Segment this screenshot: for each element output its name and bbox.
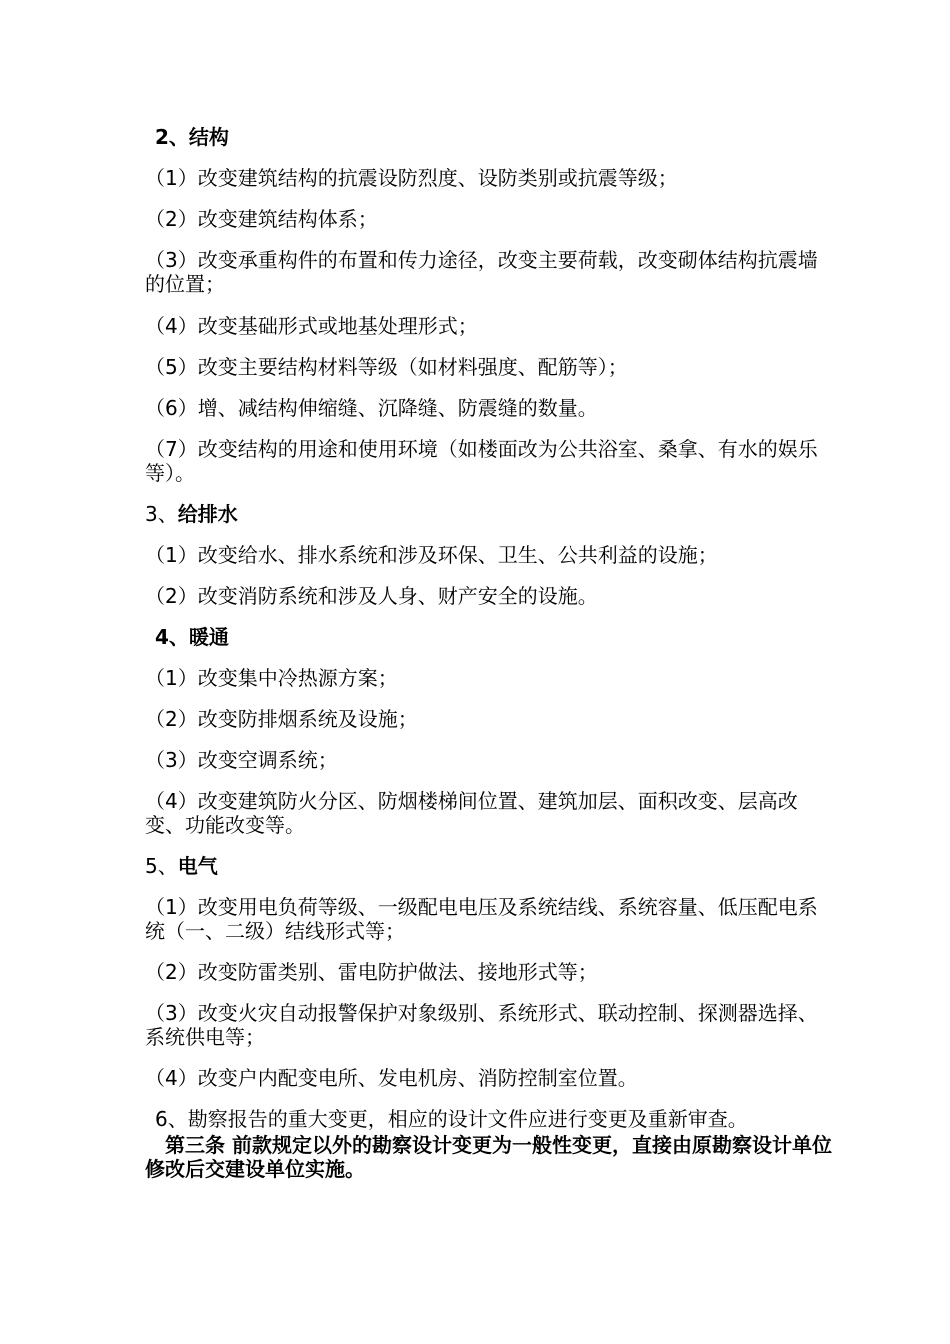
section-5-heading-number: 5、 [145,854,178,878]
section-3-item-2: （2）改变消防系统和涉及人身、财产安全的设施。 [145,584,598,608]
item-6-paragraph: 6、勘察报告的重大变更，相应的设计文件应进行变更及重新审查。 [155,1107,748,1131]
section-5-item-1: （1）改变用电负荷等级、一级配电电压及系统结线、系统容量、低压配电系统（一、二级）结线形式等； [145,895,818,943]
section-2-item-2: （2）改变建筑结构体系； [145,207,378,231]
section-2-item-6: （6）增、减结构伸缩缝、沉降缝、防震缝的数量。 [145,396,598,420]
section-5-heading [145,854,835,878]
section-2-heading: 2、结构 [155,125,229,149]
section-3-item-1: （1）改变给水、排水系统和涉及环保、卫生、公共利益的设施； [145,543,718,567]
section-3-heading-number: 3、 [145,502,178,526]
section-4-item-4: （4）改变建筑防火分区、防烟楼梯间位置、建筑加层、面积改变、层高改变、功能改变等。 [145,789,798,837]
section-2-item-7: （7）改变结构的用途和使用环境（如楼面改为公共浴室、桑拿、有水的娱乐等）。 [145,437,818,485]
section-2-item-1: （1）改变建筑结构的抗震设防烈度、设防类别或抗震等级； [145,166,678,190]
section-2-item-3: （3）改变承重构件的布置和传力途径，改变主要荷载，改变砌体结构抗震墙的位置； [145,248,818,296]
section-4-heading: 4、暖通 [155,625,229,649]
section-3-heading-text: 给排水 [177,502,238,526]
section-5-heading-text: 电气 [177,854,218,878]
section-5-item-2: （2）改变防雷类别、雷电防护做法、接地形式等； [145,960,598,984]
section-2-item-5: （5）改变主要结构材料等级（如材料强度、配筋等）； [145,355,628,379]
section-3-heading [145,502,835,526]
section-5-item-3: （3）改变火灾自动报警保护对象级别、系统形式、联动控制、探测器选择、系统供电等； [145,1001,818,1049]
section-4-item-3: （3）改变空调系统； [145,748,338,772]
section-4-item-2: （2）改变防排烟系统及设施； [145,707,418,731]
section-5-item-4: （4）改变户内配变电所、发电机房、消防控制室位置。 [145,1066,638,1090]
article-3-paragraph: 第三条 前款规定以外的勘察设计变更为一般性变更，直接由原勘察设计单位修改后交建设单位实施。 [145,1133,832,1181]
section-4-item-1: （1）改变集中冷热源方案； [145,666,398,690]
section-2-item-4: （4）改变基础形式或地基处理形式； [145,314,478,338]
